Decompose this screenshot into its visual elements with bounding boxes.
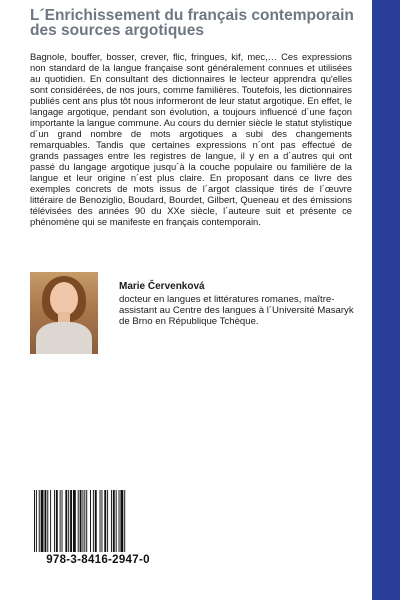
author-bio: docteur en langues et littératures romanes, maître-assistant au Centre des langues à l´Université Masaryk de Brno en République Tchèque. bbox=[119, 294, 354, 327]
barcode-area bbox=[30, 490, 166, 578]
isbn-barcode bbox=[32, 490, 164, 552]
isbn-number: 978-3-8416-2947-0 bbox=[46, 554, 150, 566]
book-blurb: Bagnole, bouffer, bosser, crever, flic, fringues, kif, mec,… Ces expressions non standard de la langue française sont généralement connues et utilisées au quotidien. En consultant des dictionnaires le lecteur apprendra qu'elles sont considérées, de nos jours, comme familières. Toutefois, les dictionnaires publiés cent ans plus tôt nous informeront de leur statut argotique. En effet, le langage argotique, pendant son évolution, a toujours influencé d´une façon importante la langue commune. Au cours du dernier siècle le statut stylistique d´un grand nombre de mots argotiques a subi des changements remarquables. Tandis que certaines expressions n´ont pas effectué de grands passages entre les registres de langue, il y en a d´autres qui ont passé du langage argotique jusqu´à la couche populaire ou familière de la langue et leur origine n´est plus claire. En proposant dans ce livre des exemples concrets de mots issus de l´argot classique tirés de l´œuvre littéraire de Benoziglio, Boudard, Bourdet, Gilbert, Queneau et des émissions télévisées des années 90 du XXe siècle, l´auteure suit et présente ce phénomène qui se manifeste en français contemporain. bbox=[30, 51, 352, 227]
cover-spine-strip bbox=[372, 0, 400, 600]
author-photo-face bbox=[50, 282, 78, 316]
book-title: L´Enrichissement du français contemporain des sources argotiques bbox=[30, 7, 354, 39]
author-photo-body bbox=[36, 322, 92, 354]
author-name: Marie Červenková bbox=[119, 281, 205, 292]
author-photo bbox=[30, 272, 98, 354]
